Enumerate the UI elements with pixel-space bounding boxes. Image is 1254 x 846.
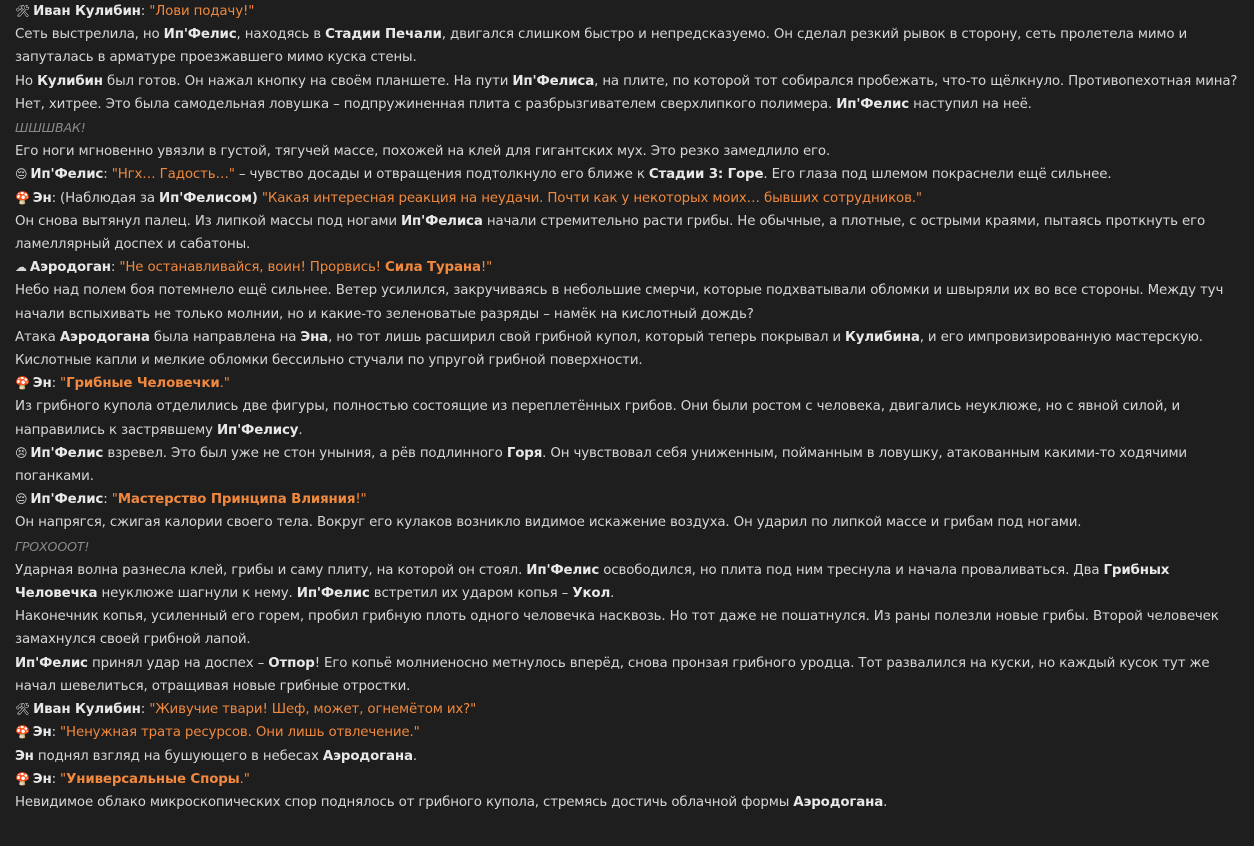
skill-name: Грибные Человечки: [66, 376, 220, 392]
character-name: Иван Кулибин: [33, 4, 141, 19]
character-name: Ип'Фелису: [216, 422, 299, 438]
narration-text: поднял взгляд на бушующего в небесах: [33, 748, 323, 764]
quote-text: "Живучие твари! Шеф, может, огнемётом их?": [149, 702, 477, 718]
story-paragraph: [15, 511, 1244, 534]
narration-text: :: [110, 260, 120, 276]
character-name: Аэродогана: [793, 794, 884, 810]
story-paragraph: [15, 721, 1244, 744]
sound-effect: ШШШВАК!: [15, 120, 86, 136]
quote-text: !": [355, 492, 367, 508]
narration-text: ! Его копьё молниеносно метнулось вперёд, снова пронзая грибного уродца. Тот развалился на куски, но каждый кусок тут же начал шевелиться, отращивая новые грибные отростки.: [15, 655, 1210, 694]
character-name: Аэродогана: [59, 329, 150, 345]
story-paragraph: [15, 559, 1244, 605]
narration-text: Он напрягся, сжигая калории своего тела. Вокруг его кулаков возникло видимое искажение воздуха. Он ударил по липкой массе и грибам под ногами.: [15, 515, 1082, 531]
narration-text: Он снова вытянул палец. Из липкой массы под ногами: [15, 213, 401, 229]
story-paragraph: [15, 140, 1244, 163]
mushroom-icon: 🍄: [15, 771, 30, 786]
quote-text: "Какая интересная реакция на неудачи. Почти как у некоторых моих… бывших сотрудников.": [261, 190, 922, 206]
hammer-and-wrench-icon: 🛠: [15, 4, 31, 18]
story-paragraph: [15, 372, 1244, 395]
quote-text: "Не останавливайся, воин! Прорвись!: [119, 260, 386, 276]
character-name: Аэродогана: [322, 748, 413, 764]
character-name: Отпор: [268, 655, 315, 671]
character-name: Стадии Печали: [325, 27, 442, 43]
character-name: Кулибин: [37, 73, 103, 89]
narration-text: принял удар на доспех –: [87, 655, 269, 671]
narration-text: Из грибного купола отделились две фигуры, полностью состоящие из переплетённых грибов. Они были ростом с человека, двигались неуклюже, но с явной силой, и направились к застрявшему: [15, 399, 1181, 438]
narration-text: , и его импровизированную мастерскую. Кислотные капли и мелкие обломки бессильно стучали по упругой грибной поверхности.: [15, 329, 1203, 369]
narration-text: . Его глаза под шлемом покраснели ещё сильнее.: [763, 167, 1112, 183]
story-paragraph: [15, 395, 1244, 441]
sad-face-icon: 😔: [15, 492, 28, 507]
narration-text: .: [412, 748, 417, 764]
narration-text: – чувство досады и отвращения подтолкнуло его ближе к: [234, 167, 649, 183]
narration-text: встретил их ударом копья –: [369, 586, 573, 602]
narration-text: : (Наблюдая за: [51, 190, 160, 206]
story-paragraph: [15, 23, 1244, 69]
character-name: Аэродоган: [29, 260, 111, 276]
character-name: Ип'Фелис: [163, 27, 237, 43]
narration-text: , находясь в: [236, 27, 326, 43]
mushroom-icon: 🍄: [15, 190, 30, 205]
quote-text: "Нгх… Гадость…": [111, 167, 235, 183]
narration-text: , двигался слишком быстро и непредсказуемо. Он сделал резкий рывок в сторону, сеть пролетела мимо и запуталась в арматуре проезжавшего мимо куска стены.: [15, 27, 1188, 66]
story-paragraph: [15, 70, 1244, 116]
character-name: Ип'Фелис: [30, 492, 104, 508]
narration-text: :: [103, 167, 112, 183]
narration-text: освободился, но плита под ним треснула и начала проваливаться. Два: [599, 562, 1104, 578]
story-paragraph: [15, 791, 1244, 814]
quote-text: ": [111, 492, 118, 508]
narration-text: :: [103, 492, 112, 508]
character-name: Ип'Фелисом): [159, 190, 258, 206]
character-name: Ип'Фелис: [296, 586, 370, 602]
narration-text: , на плите, по которой тот собирался пробежать, что-то щёлкнуло. Противопехотная мина? Нет, хитрее. Это была самодельная ловушка – подпружиненная плита с разбрызгивателем сверхлипкого полимера.: [15, 73, 1238, 112]
narration-text: .: [883, 794, 888, 810]
character-name: Ип'Фелис: [30, 445, 104, 461]
narration-text: Атака: [15, 329, 60, 345]
story-paragraph: [15, 116, 1244, 140]
narration-text: :: [51, 376, 61, 392]
quote-text: "Ненужная трата ресурсов. Они лишь отвлечение.": [60, 725, 420, 741]
story-paragraph: [15, 163, 1244, 186]
character-name: Горя: [506, 445, 543, 461]
narration-text: Но: [15, 73, 38, 89]
cloud-icon: ☁: [15, 260, 27, 275]
mushroom-icon: 🍄: [15, 725, 30, 740]
sad-face-icon: 😔: [15, 167, 28, 182]
character-name: Эн: [32, 771, 52, 787]
persevering-face-icon: 😣: [15, 445, 28, 460]
story-paragraph: [15, 326, 1244, 372]
mushroom-icon: 🍄: [15, 376, 30, 391]
story-paragraph: [15, 652, 1244, 698]
story-paragraph: [15, 442, 1244, 488]
narration-text: . Он чувствовал себя униженным, пойманным в ловушку, атакованным какими-то ходячими поганками.: [15, 445, 1187, 485]
narration-text: Сеть выстрелила, но: [15, 27, 164, 43]
narration-text: :: [51, 771, 61, 787]
skill-name: Универсальные Споры: [66, 771, 240, 787]
character-name: Эн: [32, 376, 52, 392]
story-paragraph: [15, 256, 1244, 279]
character-name: Ип'Фелиса: [512, 73, 595, 89]
character-name: Ип'Фелиса: [401, 213, 483, 229]
narration-text: Его ноги мгновенно увязли в густой, тягучей массе, похожей на клей для гигантских мух. Это резко замедлило его.: [15, 144, 831, 160]
character-name: Кулибина: [845, 329, 920, 345]
sound-effect: ГРОХОООТ!: [15, 538, 90, 554]
character-name: Стадии 3: Горе: [648, 167, 764, 183]
story-paragraph: [15, 210, 1244, 256]
story-paragraph: [15, 605, 1244, 651]
skill-name: Сила Турана: [385, 260, 481, 276]
narration-text: был готов. Он нажал кнопку на своём планшете. На пути: [102, 73, 513, 89]
story-paragraph: [15, 279, 1244, 325]
character-name: Эн: [15, 748, 34, 764]
story-paragraph: [15, 535, 1244, 559]
narration-text: была направлена на: [149, 329, 301, 345]
character-name: Эна: [300, 329, 329, 345]
narration-text: взревел. Это был уже не стон уныния, а рёв подлинного: [103, 445, 507, 461]
narration-text: Наконечник копья, усиленный его горем, пробил грибную плоть одного человечка насквозь. Но тот даже не пошатнулся. Из раны полезли новые грибы. Второй человечек замахнулся своей грибной лапой.: [15, 609, 1219, 648]
narration-text: наступил на неё.: [909, 96, 1032, 112]
character-name: Иван Кулибин: [33, 702, 141, 718]
narration-text: :: [140, 702, 150, 718]
character-name: Ип'Фелис: [526, 562, 600, 578]
quote-text: .": [219, 376, 230, 392]
quote-text: !": [480, 260, 493, 276]
character-name: Эн: [32, 725, 52, 741]
character-name: Ип'Фелис: [30, 167, 104, 183]
character-name: Грибных Человечка: [15, 562, 1170, 602]
narration-text: .: [298, 422, 303, 438]
story-paragraph: [15, 0, 1244, 23]
quote-text: .": [239, 771, 250, 787]
story-paragraph: [15, 745, 1244, 768]
character-name: Эн: [32, 190, 52, 206]
narration-text: , но тот лишь расширил свой грибной купол, который теперь покрывал и: [328, 329, 846, 345]
narration-text: :: [140, 4, 150, 19]
narration-text: неуклюже шагнули к нему.: [97, 586, 297, 602]
quote-text: ": [60, 771, 67, 787]
narration-text: Небо над полем боя потемнело ещё сильнее. Ветер усилился, закручиваясь в небольшие смерчи, которые подхватывали обломки и швыряли их во все стороны. Между туч начали вспыхивать не только молнии, но и какие-то зеленоватые разряды – намёк на кислотный дождь?: [15, 283, 1224, 322]
story-paragraph: [15, 698, 1244, 721]
quote-text: ": [60, 376, 67, 392]
character-name: Укол: [572, 586, 611, 602]
skill-name: Мастерство Принципа Влияния: [117, 492, 356, 508]
hammer-and-wrench-icon: 🛠: [15, 702, 31, 717]
narration-text: начали стремительно расти грибы. Не обычные, а плотные, с острыми краями, пытаясь проткнуть его ламеллярный доспех и сабатоны.: [15, 213, 1206, 253]
story-paragraph: [15, 768, 1244, 791]
story-paragraph: [15, 488, 1244, 511]
character-name: Ип'Фелис: [15, 655, 88, 671]
narration-text: .: [610, 586, 615, 602]
narration-text: :: [51, 725, 61, 741]
quote-text: "Лови подачу!": [149, 4, 255, 19]
character-name: Ип'Фелис: [836, 96, 910, 112]
narration-text: Ударная волна разнесла клей, грибы и саму плиту, на которой он стоял.: [15, 562, 527, 578]
narration-text: Невидимое облако микроскопических спор поднялось от грибного купола, стремясь достичь облачной формы: [15, 794, 794, 810]
story-paragraph: [15, 187, 1244, 210]
